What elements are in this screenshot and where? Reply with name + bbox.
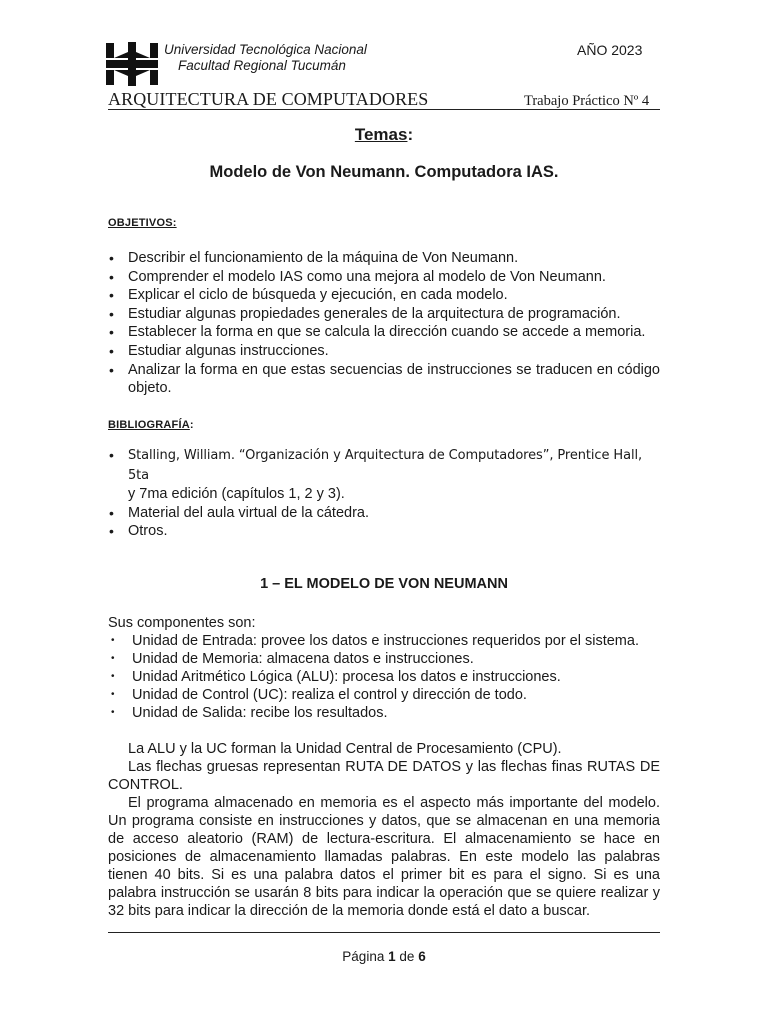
header-divider	[108, 109, 660, 110]
objectives-list	[108, 249, 660, 398]
bibliography-item: • Material del aula virtual de la cátedra.	[108, 504, 660, 523]
objective-item: • Analizar la forma en que estas secuencias de instrucciones se traducen en código objeto.	[108, 361, 660, 398]
course-title: ARQUITECTURA DE COMPUTADORES	[108, 89, 429, 109]
faculty-name: Facultad Regional Tucumán	[178, 58, 346, 73]
component-item: • Unidad de Salida: recibe los resultados.	[108, 704, 660, 722]
component-item: • Unidad Aritmético Lógica (ALU): procesa los datos e instrucciones.	[108, 668, 660, 686]
section-heading: 1 – EL MODELO DE VON NEUMANN	[260, 576, 508, 592]
bibliography-item: • Otros.	[108, 522, 660, 541]
paragraph: El programa almacenado en memoria es el aspecto más importante del modelo. Un programa consiste en instrucciones y datos, que se almacenan en una memoria de acceso aleatorio (RAM) de lectura-escritura. El almacenamiento se hace en posiciones de almacenamiento llamadas palabras. En este modelo las palabras tienen 40 bits. Si es una palabra datos el primer bit es para el signo. Si es una palabra instrucción se usarán 8 bits para indicar la operación que se quiere realizar y 32 bits para indicar la dirección de la memoria donde está el dato a buscar.	[108, 795, 660, 919]
bibliography-list	[108, 446, 660, 541]
utn-logo-icon	[106, 42, 158, 86]
objective-item: • Establecer la forma en que se calcula la dirección cuando se accede a memoria.	[108, 323, 660, 342]
topics-heading: Temas:	[354, 125, 414, 144]
paragraph: Las flechas gruesas representan RUTA DE DATOS y las flechas finas RUTAS DE CONTROL.	[108, 759, 660, 793]
component-item: • Unidad de Control (UC): realiza el control y dirección de todo.	[108, 686, 660, 704]
practical-number: Trabajo Práctico Nº 4	[524, 93, 650, 109]
objective-item: • Explicar el ciclo de búsqueda y ejecución, en cada modelo.	[108, 286, 660, 305]
page-number: Página 1 de 6	[342, 949, 426, 964]
objective-item: • Comprender el modelo IAS como una mejora al modelo de Von Neumann.	[108, 268, 660, 287]
year-label: AÑO 2023	[577, 42, 643, 58]
objective-item: • Describir el funcionamiento de la máquina de Von Neumann.	[108, 249, 660, 268]
bibliography-label: BIBLIOGRAFÍA:	[108, 419, 194, 431]
components-list	[108, 632, 660, 722]
topics-title: Modelo de Von Neumann. Computadora IAS.	[209, 163, 559, 181]
components-intro: Sus componentes son:	[108, 615, 256, 631]
component-item: • Unidad de Memoria: almacena datos e instrucciones.	[108, 650, 660, 668]
paragraph: La ALU y la UC forman la Unidad Central de Procesamiento (CPU).	[128, 741, 562, 757]
university-name: Universidad Tecnológica Nacional	[164, 42, 367, 57]
component-item: • Unidad de Entrada: provee los datos e instrucciones requeridos por el sistema.	[108, 632, 660, 650]
objective-item: • Estudiar algunas propiedades generales de la arquitectura de programación.	[108, 305, 660, 324]
footer-divider	[108, 932, 660, 933]
objectives-label: OBJETIVOS:	[108, 217, 177, 229]
objective-item: • Estudiar algunas instrucciones.	[108, 342, 660, 361]
bibliography-item: • Stalling, William. “Organización y Arquitectura de Computadores”, Prentice Hall, 5ta y 7ma edición (capítulos 1, 2 y 3).	[108, 446, 660, 504]
